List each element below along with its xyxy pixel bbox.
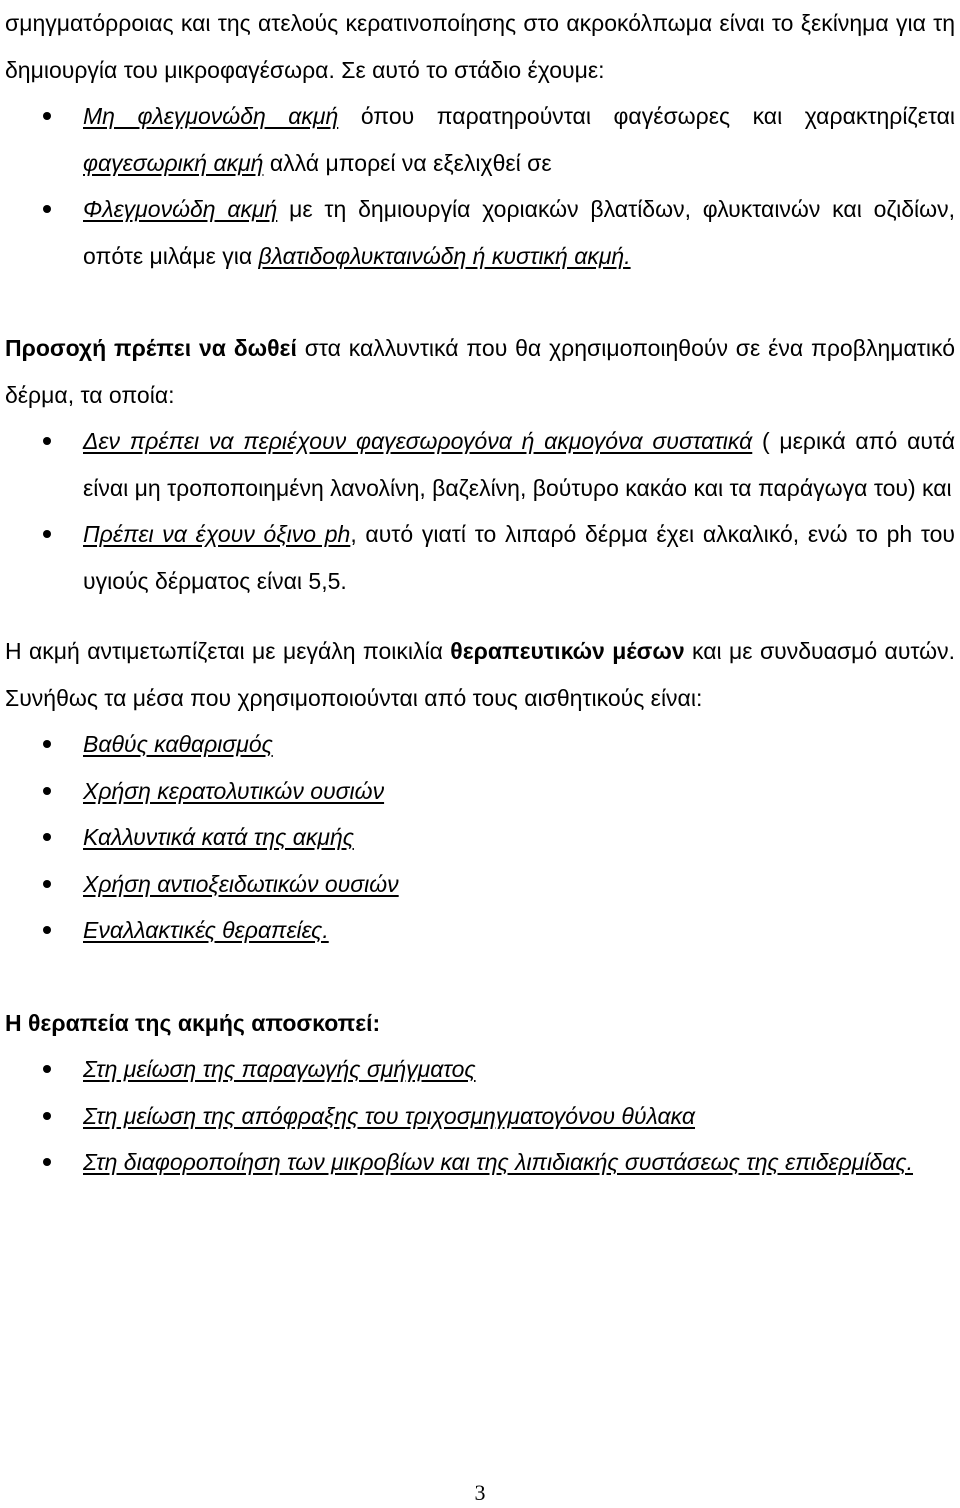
stage-term: Φλεγμονώδη ακμή — [83, 196, 278, 222]
treatment-paragraph — [5, 628, 955, 721]
list-item — [5, 186, 955, 279]
bullet-icon — [43, 1112, 51, 1120]
treatment-bold: θεραπευτικών μέσων — [450, 638, 685, 664]
list-item — [5, 511, 955, 604]
stage-term-2: βλατιδοφλυκταινώδη ή κυστική ακμή. — [258, 242, 631, 269]
bullet-icon — [43, 833, 51, 841]
stage-text: όπου παρατηρούνται φαγέσωρες και χαρακτηρίζεται — [338, 103, 955, 129]
list-item — [5, 721, 955, 768]
caution-term: Δεν πρέπει να περιέχουν φαγεσωρογόνα ή ακμογόνα συστατικά — [83, 428, 753, 454]
stage-term-2: φαγεσωρική ακμή — [83, 149, 264, 176]
caution-item-text: ( μερικά από αυτά είναι μη τροποποιημένη λανολίνη, βαζελίνη, βούτυρο κακάο και τα παράγωγα του) και — [83, 428, 956, 501]
stage-text-2: αλλά μπορεί να εξελιχθεί σε — [263, 149, 552, 176]
document-page — [5, 0, 955, 1186]
treatment-item: Βαθύς καθαρισμός — [83, 731, 273, 757]
list-item — [5, 1093, 955, 1140]
treatment-item: Εναλλακτικές θεραπείες. — [83, 917, 329, 943]
caution-bold: Προσοχή πρέπει να δωθεί — [5, 335, 297, 361]
caution-paragraph — [5, 325, 955, 418]
bullet-icon — [43, 926, 51, 934]
list-item — [5, 418, 955, 511]
bullet-icon — [43, 1065, 51, 1073]
stages-list — [5, 93, 955, 279]
bullet-icon — [43, 205, 51, 213]
bullet-icon — [43, 787, 51, 795]
treatment-text-2: και με συνδυασμό αυτών. Συνήθως τα μέσα που χρησιμοποιούνται από τους αισθητικούς είναι: — [5, 638, 955, 711]
treatment-list — [5, 721, 955, 954]
list-item — [5, 907, 955, 954]
list-item — [5, 1046, 955, 1093]
list-item — [5, 861, 955, 908]
list-item — [5, 93, 955, 186]
caution-text: στα καλλυντικά που θα χρησιμοποιηθούν σε ένα προβληματικό δέρμα, τα οποία: — [5, 335, 955, 408]
caution-term: Πρέπει να έχουν όξινο ph — [83, 521, 351, 547]
list-item — [5, 1139, 955, 1186]
stage-term: Μη φλεγμονώδη ακμή — [83, 103, 339, 129]
stage-text: με τη δημιουργία χοριακών βλατίδων, φλυκταινών και οζιδίων, οπότε μιλάμε για — [83, 196, 955, 269]
aims-heading-text: Η θεραπεία της ακμής αποσκοπεί: — [5, 1009, 381, 1036]
aim-item: Στη μείωση της παραγωγής σμήγματος — [83, 1056, 476, 1082]
treatment-item: Χρήση κερατολυτικών ουσιών — [83, 777, 385, 804]
bullet-icon — [43, 530, 51, 538]
aims-heading — [5, 1000, 955, 1047]
aim-item: Στη μείωση της απόφραξης του τριχοσμηγματογόνου θύλακα — [83, 1102, 695, 1129]
caution-list — [5, 418, 955, 604]
bullet-icon — [43, 740, 51, 748]
bullet-icon — [43, 1158, 51, 1166]
page-number: 3 — [474, 1480, 486, 1505]
caution-item-text: , αυτό γιατί το λιπαρό δέρμα έχει αλκαλικό, ενώ το ph του υγιούς δέρματος είναι 5,5. — [83, 521, 956, 594]
list-item — [5, 768, 955, 815]
bullet-icon — [43, 112, 51, 120]
bullet-icon — [43, 880, 51, 888]
list-item — [5, 814, 955, 861]
treatment-item: Καλλυντικά κατά της ακμής — [83, 824, 354, 850]
aims-list — [5, 1046, 955, 1186]
treatment-item: Χρήση αντιοξειδωτικών ουσιών — [83, 870, 399, 897]
intro-paragraph: σμηγματόρροιας και της ατελούς κερατινοποίησης στο ακροκόλπωμα είναι το ξεκίνημα για τη δημιουργία του μικροφαγέσωρα. Σε αυτό το στάδιο έχουμε: — [5, 10, 955, 83]
aim-item: Στη διαφοροποίηση των μικροβίων και της λιπιδιακής συστάσεως της επιδερμίδας. — [83, 1149, 913, 1175]
treatment-text: Η ακμή αντιμετωπίζεται με μεγάλη ποικιλία — [5, 638, 451, 664]
bullet-icon — [43, 437, 51, 445]
